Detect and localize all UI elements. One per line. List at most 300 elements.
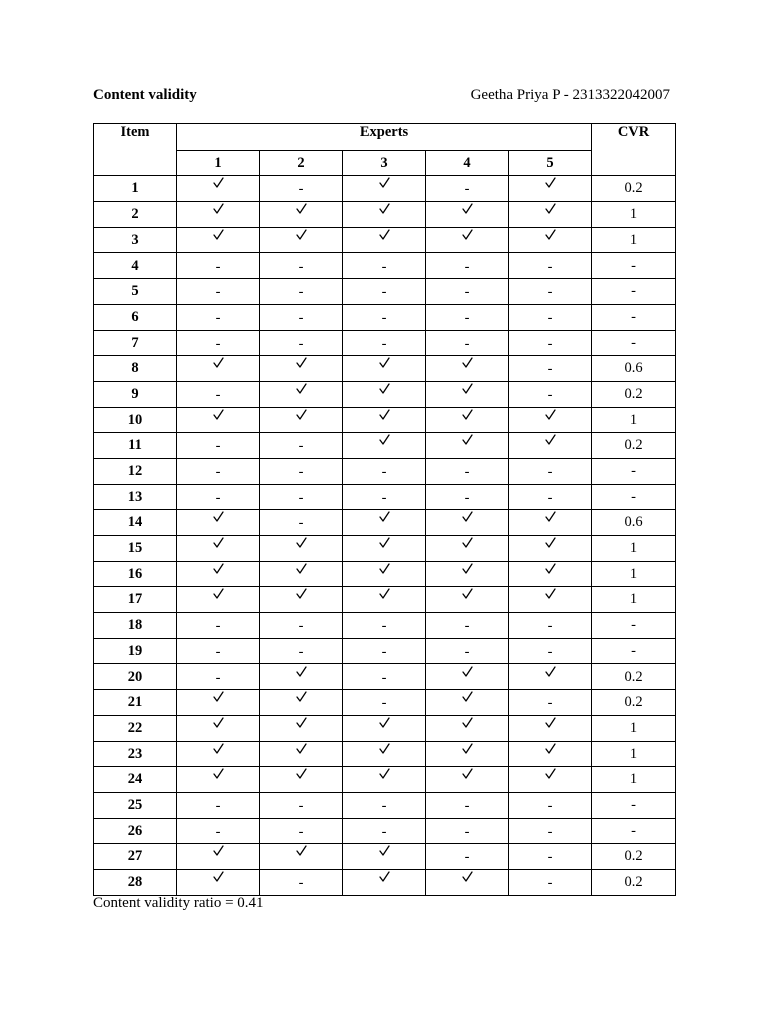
table-row (94, 330, 676, 356)
table-row (94, 741, 676, 767)
dash-mark: - (298, 284, 304, 301)
check-icon (296, 691, 307, 702)
expert-4-check-cell (426, 356, 509, 382)
dash-mark: - (298, 643, 304, 660)
dash-mark: - (381, 643, 387, 660)
expert-1-dash-cell (177, 279, 260, 305)
dash-mark: - (215, 284, 221, 301)
dash-mark: - (215, 386, 221, 403)
expert-1-dash-cell (177, 484, 260, 510)
item-number-cell: 16 (94, 561, 177, 587)
expert-3-check-cell (343, 381, 426, 407)
expert-2-check-cell (260, 227, 343, 253)
cvr-cell: - (592, 484, 676, 510)
table-row (94, 818, 676, 844)
check-icon (379, 768, 390, 779)
check-icon (213, 717, 224, 728)
expert-5-dash-cell (509, 458, 592, 484)
cvr-cell: - (592, 330, 676, 356)
dash-mark: - (381, 489, 387, 506)
expert-5-check-cell (509, 664, 592, 690)
expert-3-dash-cell (343, 664, 426, 690)
check-icon (379, 409, 390, 420)
expert-5-check-cell (509, 176, 592, 202)
item-number-cell: 21 (94, 690, 177, 716)
table-row (94, 767, 676, 793)
dash-mark: - (547, 875, 553, 892)
check-icon (379, 563, 390, 574)
check-icon (545, 229, 556, 240)
item-number-cell: 12 (94, 458, 177, 484)
expert-3-dash-cell (343, 818, 426, 844)
check-icon (213, 743, 224, 754)
expert-2-check-cell (260, 561, 343, 587)
expert-2-check-cell (260, 381, 343, 407)
check-icon (462, 537, 473, 548)
expert-3-check-cell (343, 844, 426, 870)
expert-4-dash-cell (426, 458, 509, 484)
expert-4-check-cell (426, 536, 509, 562)
item-number-cell: 28 (94, 869, 177, 895)
expert-3-check-cell (343, 202, 426, 228)
expert-2-dash-cell (260, 638, 343, 664)
expert-5-dash-cell (509, 356, 592, 382)
cvr-column-header: CVR (592, 124, 676, 176)
expert-5-dash-cell (509, 818, 592, 844)
expert-4-dash-cell (426, 613, 509, 639)
expert-5-check-cell (509, 227, 592, 253)
table-row (94, 433, 676, 459)
dash-mark: - (298, 489, 304, 506)
expert-5-dash-cell (509, 869, 592, 895)
expert-5-check-cell (509, 587, 592, 613)
dash-mark: - (381, 797, 387, 814)
expert-5-check-cell (509, 715, 592, 741)
expert-1-check-cell (177, 844, 260, 870)
expert-2-dash-cell (260, 253, 343, 279)
expert-2-check-cell (260, 407, 343, 433)
table-row (94, 202, 676, 228)
dash-mark: - (298, 797, 304, 814)
expert-1-check-cell (177, 767, 260, 793)
expert-3-check-cell (343, 510, 426, 536)
item-column-header: Item (94, 124, 177, 176)
expert-2-check-cell (260, 715, 343, 741)
expert-4-check-cell (426, 690, 509, 716)
dash-mark: - (464, 335, 470, 352)
expert-3-check-cell (343, 715, 426, 741)
dash-mark: - (298, 309, 304, 326)
expert-4-check-cell (426, 767, 509, 793)
table-row (94, 458, 676, 484)
expert-4-dash-cell (426, 176, 509, 202)
expert-4-check-cell (426, 869, 509, 895)
expert-header-3: 3 (343, 150, 426, 176)
expert-5-dash-cell (509, 613, 592, 639)
dash-mark: - (464, 849, 470, 866)
check-icon (462, 357, 473, 368)
check-icon (213, 537, 224, 548)
expert-3-check-cell (343, 767, 426, 793)
cvr-cell: 0.6 (592, 510, 676, 536)
check-icon (296, 717, 307, 728)
expert-3-dash-cell (343, 638, 426, 664)
cvr-cell: 1 (592, 202, 676, 228)
expert-1-check-cell (177, 561, 260, 587)
dash-mark: - (547, 489, 553, 506)
expert-3-dash-cell (343, 458, 426, 484)
table-row (94, 253, 676, 279)
table-row (94, 536, 676, 562)
check-icon (213, 177, 224, 188)
expert-4-check-cell (426, 510, 509, 536)
check-icon (213, 563, 224, 574)
check-icon (379, 537, 390, 548)
expert-3-check-cell (343, 536, 426, 562)
item-number-cell: 9 (94, 381, 177, 407)
check-icon (462, 871, 473, 882)
expert-1-dash-cell (177, 818, 260, 844)
item-number-cell: 17 (94, 587, 177, 613)
expert-1-dash-cell (177, 638, 260, 664)
expert-3-dash-cell (343, 613, 426, 639)
check-icon (296, 409, 307, 420)
dash-mark: - (215, 618, 221, 635)
check-icon (545, 588, 556, 599)
table-row (94, 792, 676, 818)
check-icon (296, 845, 307, 856)
expert-1-check-cell (177, 202, 260, 228)
dash-mark: - (464, 643, 470, 660)
item-number-cell: 6 (94, 304, 177, 330)
expert-3-check-cell (343, 433, 426, 459)
expert-5-check-cell (509, 407, 592, 433)
expert-1-check-cell (177, 510, 260, 536)
item-number-cell: 5 (94, 279, 177, 305)
check-icon (213, 691, 224, 702)
cvr-cell: 1 (592, 561, 676, 587)
check-icon (462, 434, 473, 445)
expert-4-check-cell (426, 433, 509, 459)
item-number-cell: 2 (94, 202, 177, 228)
cvr-cell: 1 (592, 715, 676, 741)
expert-4-dash-cell (426, 792, 509, 818)
dash-mark: - (464, 258, 470, 275)
check-icon (296, 743, 307, 754)
check-icon (379, 434, 390, 445)
expert-2-check-cell (260, 202, 343, 228)
check-icon (379, 203, 390, 214)
cvr-cell: - (592, 304, 676, 330)
dash-mark: - (298, 515, 304, 532)
item-number-cell: 26 (94, 818, 177, 844)
item-number-cell: 24 (94, 767, 177, 793)
check-icon (379, 229, 390, 240)
check-icon (296, 203, 307, 214)
dash-mark: - (298, 181, 304, 198)
dash-mark: - (464, 181, 470, 198)
expert-5-dash-cell (509, 484, 592, 510)
check-icon (462, 229, 473, 240)
dash-mark: - (215, 309, 221, 326)
expert-number-row (94, 150, 676, 176)
expert-2-check-cell (260, 767, 343, 793)
check-icon (462, 563, 473, 574)
check-icon (379, 357, 390, 368)
cvr-cell: 1 (592, 227, 676, 253)
dash-mark: - (298, 438, 304, 455)
table-row (94, 381, 676, 407)
expert-4-dash-cell (426, 638, 509, 664)
check-icon (379, 717, 390, 728)
expert-1-check-cell (177, 715, 260, 741)
dash-mark: - (215, 669, 221, 686)
expert-1-dash-cell (177, 433, 260, 459)
dash-mark: - (547, 695, 553, 712)
item-number-cell: 8 (94, 356, 177, 382)
expert-3-check-cell (343, 741, 426, 767)
dash-mark: - (381, 669, 387, 686)
expert-3-dash-cell (343, 792, 426, 818)
cvr-cell: 0.2 (592, 664, 676, 690)
dash-mark: - (381, 309, 387, 326)
check-icon (296, 588, 307, 599)
dash-mark: - (215, 823, 221, 840)
expert-2-dash-cell (260, 330, 343, 356)
table-row (94, 690, 676, 716)
dash-mark: - (547, 284, 553, 301)
expert-header-1: 1 (177, 150, 260, 176)
dash-mark: - (215, 438, 221, 455)
cvr-cell: 1 (592, 407, 676, 433)
expert-2-check-cell (260, 587, 343, 613)
item-number-cell: 23 (94, 741, 177, 767)
table-row (94, 176, 676, 202)
table-row (94, 227, 676, 253)
dash-mark: - (464, 489, 470, 506)
check-icon (296, 537, 307, 548)
table-row (94, 638, 676, 664)
expert-5-check-cell (509, 202, 592, 228)
expert-2-dash-cell (260, 433, 343, 459)
item-number-cell: 19 (94, 638, 177, 664)
check-icon (545, 203, 556, 214)
dash-mark: - (215, 258, 221, 275)
item-number-cell: 3 (94, 227, 177, 253)
item-number-cell: 4 (94, 253, 177, 279)
table-row (94, 844, 676, 870)
check-icon (545, 563, 556, 574)
expert-1-check-cell (177, 536, 260, 562)
check-icon (545, 743, 556, 754)
item-number-cell: 7 (94, 330, 177, 356)
item-number-cell: 15 (94, 536, 177, 562)
table-row (94, 587, 676, 613)
dash-mark: - (215, 797, 221, 814)
expert-3-dash-cell (343, 253, 426, 279)
expert-4-dash-cell (426, 818, 509, 844)
check-icon (213, 845, 224, 856)
item-number-cell: 25 (94, 792, 177, 818)
expert-5-dash-cell (509, 279, 592, 305)
item-number-cell: 27 (94, 844, 177, 870)
expert-3-dash-cell (343, 484, 426, 510)
cvr-cell: - (592, 638, 676, 664)
expert-4-dash-cell (426, 484, 509, 510)
expert-1-dash-cell (177, 381, 260, 407)
expert-1-dash-cell (177, 664, 260, 690)
check-icon (462, 588, 473, 599)
check-icon (462, 717, 473, 728)
expert-3-check-cell (343, 869, 426, 895)
check-icon (296, 768, 307, 779)
expert-4-check-cell (426, 407, 509, 433)
check-icon (379, 871, 390, 882)
expert-2-dash-cell (260, 613, 343, 639)
check-icon (213, 511, 224, 522)
expert-1-check-cell (177, 227, 260, 253)
expert-2-dash-cell (260, 818, 343, 844)
item-number-cell: 11 (94, 433, 177, 459)
check-icon (462, 409, 473, 420)
expert-2-dash-cell (260, 484, 343, 510)
dash-mark: - (464, 823, 470, 840)
check-icon (213, 871, 224, 882)
expert-2-check-cell (260, 356, 343, 382)
dash-mark: - (381, 284, 387, 301)
expert-header-2: 2 (260, 150, 343, 176)
expert-4-check-cell (426, 202, 509, 228)
expert-3-check-cell (343, 356, 426, 382)
expert-4-dash-cell (426, 330, 509, 356)
expert-2-dash-cell (260, 176, 343, 202)
expert-2-dash-cell (260, 792, 343, 818)
expert-3-check-cell (343, 227, 426, 253)
expert-5-dash-cell (509, 792, 592, 818)
check-icon (379, 383, 390, 394)
expert-5-check-cell (509, 536, 592, 562)
expert-3-dash-cell (343, 690, 426, 716)
expert-1-dash-cell (177, 253, 260, 279)
check-icon (379, 845, 390, 856)
expert-1-check-cell (177, 690, 260, 716)
table-row (94, 664, 676, 690)
dash-mark: - (298, 875, 304, 892)
cvr-cell: - (592, 613, 676, 639)
check-icon (379, 588, 390, 599)
dash-mark: - (298, 464, 304, 481)
table-row (94, 715, 676, 741)
expert-1-check-cell (177, 869, 260, 895)
check-icon (213, 588, 224, 599)
check-icon (213, 409, 224, 420)
dash-mark: - (381, 335, 387, 352)
expert-5-check-cell (509, 561, 592, 587)
cvr-cell: 1 (592, 536, 676, 562)
expert-5-dash-cell (509, 253, 592, 279)
expert-4-check-cell (426, 561, 509, 587)
check-icon (379, 743, 390, 754)
expert-2-dash-cell (260, 869, 343, 895)
expert-5-dash-cell (509, 330, 592, 356)
table-row (94, 869, 676, 895)
cvr-cell: 1 (592, 767, 676, 793)
table-row (94, 613, 676, 639)
cvr-cell: 0.2 (592, 381, 676, 407)
expert-3-dash-cell (343, 304, 426, 330)
expert-2-dash-cell (260, 304, 343, 330)
table-row (94, 407, 676, 433)
item-number-cell: 18 (94, 613, 177, 639)
item-number-cell: 1 (94, 176, 177, 202)
content-validity-ratio: Content validity ratio = 0.41 (93, 895, 264, 911)
expert-4-check-cell (426, 227, 509, 253)
check-icon (462, 691, 473, 702)
expert-3-dash-cell (343, 279, 426, 305)
check-icon (379, 177, 390, 188)
table-row (94, 304, 676, 330)
dash-mark: - (464, 464, 470, 481)
check-icon (213, 229, 224, 240)
expert-4-dash-cell (426, 304, 509, 330)
cvr-cell: - (592, 279, 676, 305)
check-icon (462, 203, 473, 214)
table-row (94, 561, 676, 587)
expert-5-check-cell (509, 433, 592, 459)
cvr-cell: 0.2 (592, 869, 676, 895)
dash-mark: - (215, 643, 221, 660)
expert-5-dash-cell (509, 381, 592, 407)
dash-mark: - (215, 464, 221, 481)
dash-mark: - (381, 695, 387, 712)
expert-1-dash-cell (177, 458, 260, 484)
dash-mark: - (464, 284, 470, 301)
expert-1-check-cell (177, 176, 260, 202)
check-icon (462, 666, 473, 677)
check-icon (213, 768, 224, 779)
item-number-cell: 10 (94, 407, 177, 433)
cvr-cell: - (592, 253, 676, 279)
dash-mark: - (298, 618, 304, 635)
expert-2-check-cell (260, 741, 343, 767)
expert-3-check-cell (343, 176, 426, 202)
check-icon (296, 666, 307, 677)
expert-4-check-cell (426, 715, 509, 741)
check-icon (545, 409, 556, 420)
expert-4-check-cell (426, 587, 509, 613)
expert-5-check-cell (509, 510, 592, 536)
expert-4-dash-cell (426, 844, 509, 870)
dash-mark: - (547, 309, 553, 326)
expert-4-dash-cell (426, 279, 509, 305)
expert-2-check-cell (260, 536, 343, 562)
dash-mark: - (215, 489, 221, 506)
table-row (94, 510, 676, 536)
expert-4-dash-cell (426, 253, 509, 279)
expert-1-check-cell (177, 587, 260, 613)
check-icon (213, 357, 224, 368)
item-number-cell: 20 (94, 664, 177, 690)
check-icon (545, 666, 556, 677)
expert-header-5: 5 (509, 150, 592, 176)
expert-1-dash-cell (177, 792, 260, 818)
expert-1-check-cell (177, 356, 260, 382)
dash-mark: - (464, 618, 470, 635)
dash-mark: - (381, 618, 387, 635)
expert-1-check-cell (177, 407, 260, 433)
check-icon (462, 511, 473, 522)
content-validity-table (93, 123, 676, 896)
